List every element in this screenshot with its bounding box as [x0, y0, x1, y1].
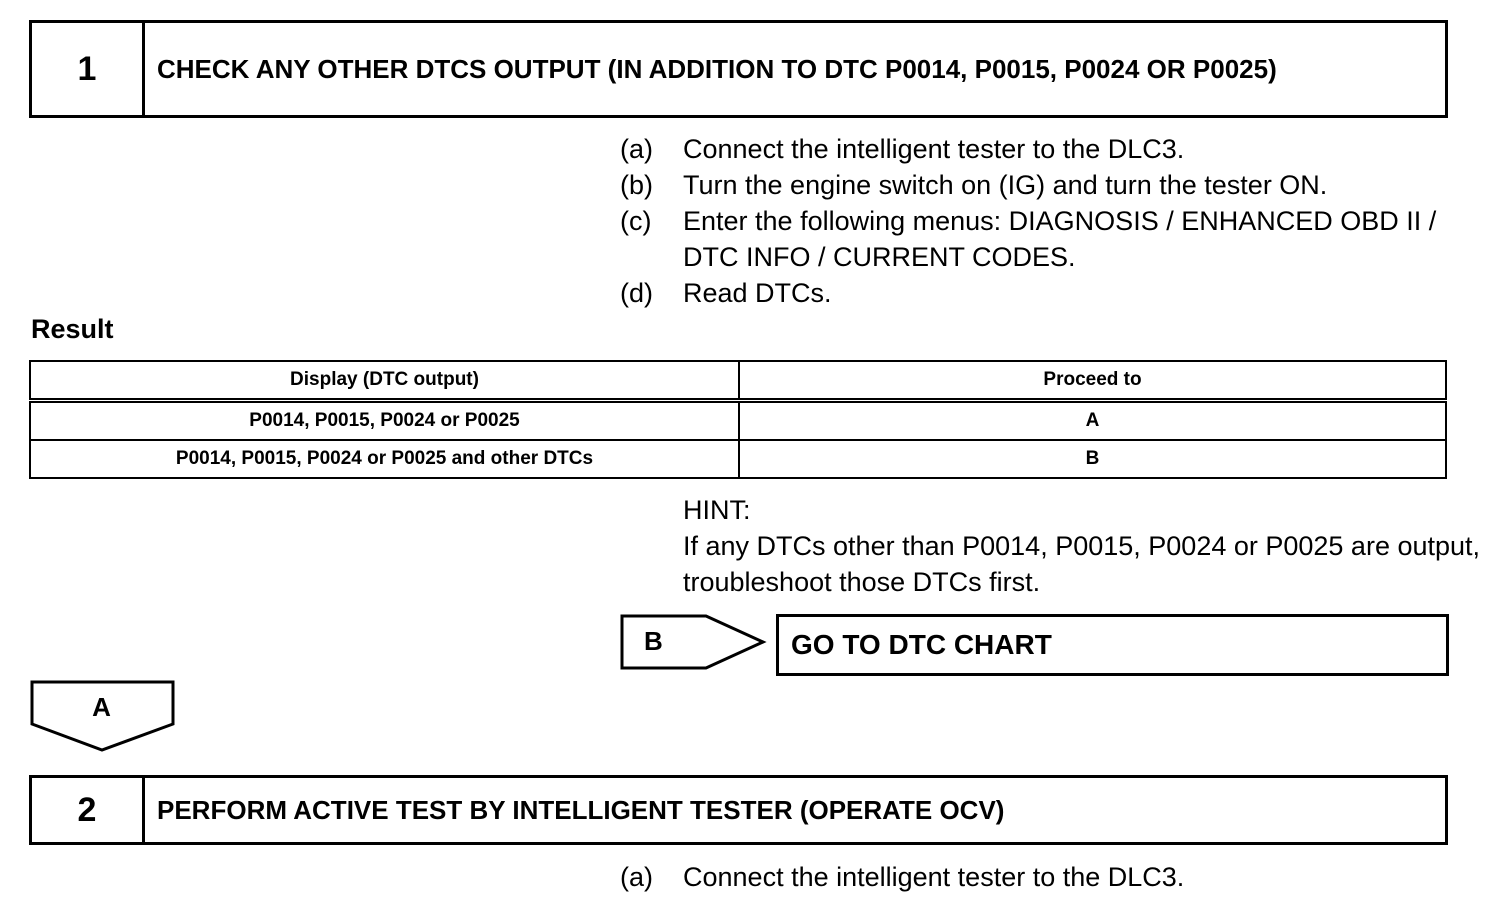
- instruction-letter: (a): [620, 862, 653, 892]
- go-to-dtc-chart-box[interactable]: GO TO DTC CHART: [776, 614, 1449, 676]
- instruction-text: Connect the intelligent tester to the DLC3.: [683, 862, 1185, 892]
- branch-b-arrow-icon: [620, 614, 768, 670]
- table-header-cell: Proceed to: [739, 361, 1446, 401]
- instruction-letter: (a): [620, 134, 653, 164]
- table-header-cell: Display (DTC output): [30, 361, 739, 401]
- branch-a-label: A: [92, 692, 111, 722]
- table-cell: B: [739, 440, 1446, 478]
- step-1-instructions: [620, 131, 1480, 311]
- instruction-letter: (b): [620, 170, 653, 200]
- branch-b-label: B: [644, 626, 663, 656]
- instruction-text: Connect the intelligent tester to the DLC3.: [683, 134, 1185, 164]
- result-label: Result: [31, 314, 114, 344]
- instruction-item: [620, 275, 1480, 311]
- hint-block: [683, 492, 1483, 600]
- instruction-text: Enter the following menus: DIAGNOSIS / ENHANCED OBD II / DTC INFO / CURRENT CODES.: [683, 206, 1437, 272]
- table-cell: P0014, P0015, P0024 or P0025 and other DTCs: [30, 440, 739, 478]
- instruction-letter: (c): [620, 206, 652, 236]
- step-number: 2: [32, 778, 145, 842]
- step-title: PERFORM ACTIVE TEST BY INTELLIGENT TESTER (OPERATE OCV): [157, 795, 1005, 825]
- table-cell: A: [739, 401, 1446, 441]
- instruction-item: [620, 203, 1480, 275]
- step-2-instructions: [620, 859, 1480, 895]
- step-2-header: [29, 775, 1448, 845]
- step-number: 1: [32, 23, 145, 115]
- step-1-header: [29, 20, 1448, 118]
- instruction-text: Turn the engine switch on (IG) and turn the tester ON.: [683, 170, 1328, 200]
- table-row: [30, 401, 1446, 441]
- table-row: [30, 440, 1446, 478]
- hint-text: If any DTCs other than P0014, P0015, P0024 or P0025 are output, troubleshoot those DTCs first.: [683, 531, 1481, 597]
- instruction-text: Read DTCs.: [683, 278, 832, 308]
- hint-label: HINT:: [683, 495, 751, 525]
- instruction-item: [620, 167, 1480, 203]
- table-header-row: [30, 361, 1446, 401]
- instruction-item: [620, 859, 1480, 895]
- step-title: CHECK ANY OTHER DTCS OUTPUT (IN ADDITION TO DTC P0014, P0015, P0024 OR P0025): [157, 54, 1277, 84]
- instruction-letter: (d): [620, 278, 653, 308]
- table-cell: P0014, P0015, P0024 or P0025: [30, 401, 739, 441]
- result-table: [29, 360, 1447, 479]
- instruction-item: [620, 131, 1480, 167]
